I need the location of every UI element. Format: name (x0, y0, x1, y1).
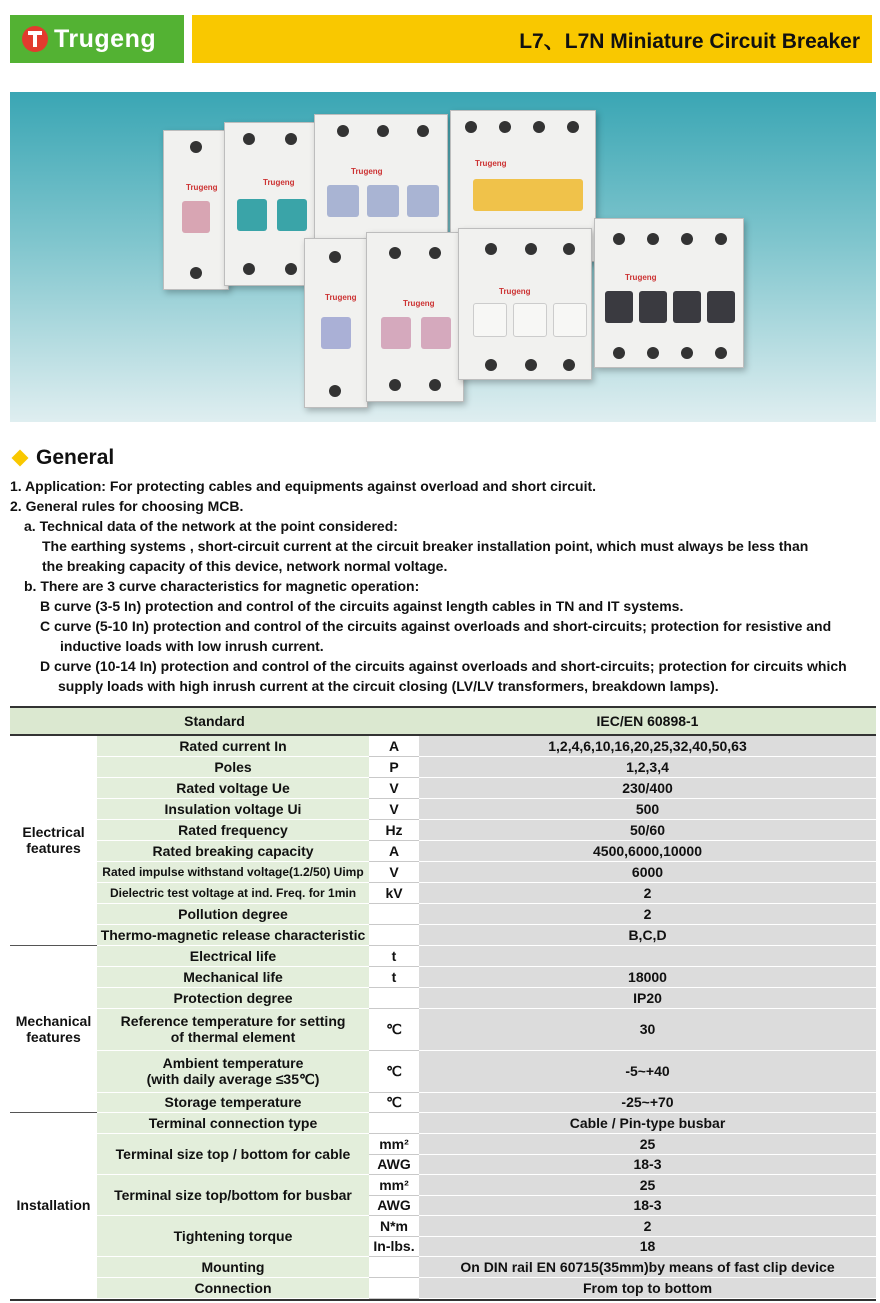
value-cell: From top to bottom (419, 1277, 876, 1298)
general-line-9: inductive loads with low inrush current. (60, 638, 324, 654)
brand-logo (10, 15, 184, 63)
table-row (10, 1008, 876, 1050)
param-cell: Poles (97, 756, 369, 777)
table-header-row (10, 707, 876, 735)
table-row (10, 1112, 876, 1133)
unit-cell: ℃ (369, 1092, 419, 1112)
unit-cell (369, 903, 419, 924)
unit-cell: In-lbs. (369, 1236, 419, 1256)
unit-cell: Hz (369, 819, 419, 840)
value-cell: 1,2,4,6,10,16,20,25,32,40,50,63 (419, 735, 876, 756)
value-cell: -5~+40 (419, 1050, 876, 1092)
param-cell: Protection degree (97, 987, 369, 1008)
standard-label: Standard (10, 707, 419, 735)
trugeng-logo-icon (22, 26, 48, 52)
param-cell: Pollution degree (97, 903, 369, 924)
device-brand-label: Trugeng (475, 159, 507, 168)
mcb-1p-pink (163, 130, 229, 290)
table-row (10, 966, 876, 987)
brand-name: Trugeng (54, 24, 157, 53)
value-cell: 30 (419, 1008, 876, 1050)
unit-cell: V (369, 777, 419, 798)
unit-cell: kV (369, 882, 419, 903)
unit-cell: AWG (369, 1195, 419, 1215)
param-cell: Ambient temperature (with daily average ≤35℃) (97, 1050, 369, 1092)
param-cell: Rated frequency (97, 819, 369, 840)
table-row (10, 840, 876, 861)
value-cell: 18000 (419, 966, 876, 987)
value-cell: 2 (419, 903, 876, 924)
mcb-2p-rose (366, 232, 464, 402)
spec-table (10, 706, 876, 1299)
param-cell: Rated impulse withstand voltage(1.2/50) Uimp (97, 861, 369, 882)
diamond-bullet-icon (12, 450, 29, 467)
table-row (10, 777, 876, 798)
param-cell: Mounting (97, 1256, 369, 1277)
general-line-11: supply loads with high inrush current at the circuit closing (LV/LV transformers, breakdown lamps). (58, 678, 719, 694)
unit-cell: V (369, 861, 419, 882)
general-line-10: D curve (10-14 In) protection and control of the circuits against overloads and short-circuits; protection for circuits which (40, 658, 847, 674)
table-row (10, 756, 876, 777)
value-cell: -25~+70 (419, 1092, 876, 1112)
table-row (10, 819, 876, 840)
table-row (10, 1277, 876, 1298)
unit-cell (369, 1112, 419, 1133)
param-cell: Terminal connection type (97, 1112, 369, 1133)
param-cell: Terminal size top / bottom for cable (97, 1133, 369, 1174)
device-brand-label: Trugeng (325, 293, 357, 302)
group-electrical: Electrical features (10, 735, 97, 945)
value-cell: 230/400 (419, 777, 876, 798)
general-line-4: The earthing systems , short-circuit current at the circuit breaker installation point, which must always be less than (42, 538, 809, 554)
table-row (10, 945, 876, 966)
param-cell: Rated voltage Ue (97, 777, 369, 798)
value-cell: 18-3 (419, 1195, 876, 1215)
value-cell (419, 945, 876, 966)
param-cell: Terminal size top/bottom for busbar (97, 1174, 369, 1215)
general-line-1: 1. Application: For protecting cables and equipments against overload and short circuit. (10, 478, 597, 494)
param-cell: Electrical life (97, 945, 369, 966)
param-cell: Reference temperature for setting of thermal element (97, 1008, 369, 1050)
unit-cell (369, 1277, 419, 1298)
unit-cell (369, 987, 419, 1008)
general-line-3: a. Technical data of the network at the point considered: (24, 518, 398, 534)
general-line-5: the breaking capacity of this device, network normal voltage. (42, 558, 448, 574)
general-heading-text: General (36, 446, 115, 469)
value-cell: 6000 (419, 861, 876, 882)
device-brand-label: Trugeng (263, 178, 295, 187)
product-photo (10, 92, 876, 422)
table-bottom-rule (10, 1299, 876, 1301)
unit-cell (369, 1256, 419, 1277)
unit-cell: mm² (369, 1133, 419, 1154)
param-cell: Insulation voltage Ui (97, 798, 369, 819)
param-cell: Thermo-magnetic release characteristic (97, 924, 369, 945)
param-cell: Rated breaking capacity (97, 840, 369, 861)
unit-cell: ℃ (369, 1050, 419, 1092)
value-cell: IP20 (419, 987, 876, 1008)
group-mechanical: Mechanical features (10, 945, 97, 1112)
general-line-7: B curve (3-5 In) protection and control of the circuits against length cables in TN and IT systems. (40, 598, 684, 614)
table-row (10, 735, 876, 756)
value-cell: 2 (419, 1215, 876, 1236)
device-brand-label: Trugeng (499, 287, 531, 296)
value-cell: B,C,D (419, 924, 876, 945)
mcb-4p-black (594, 218, 744, 368)
value-cell: 25 (419, 1174, 876, 1195)
table-row (10, 1050, 876, 1092)
unit-cell: t (369, 945, 419, 966)
device-brand-label: Trugeng (351, 167, 383, 176)
value-cell: 2 (419, 882, 876, 903)
table-row (10, 924, 876, 945)
value-cell: On DIN rail EN 60715(35mm)by means of fast clip device (419, 1256, 876, 1277)
table-row (10, 1174, 876, 1195)
value-cell: 500 (419, 798, 876, 819)
param-cell: Tightening torque (97, 1215, 369, 1256)
table-row (10, 882, 876, 903)
unit-cell: t (369, 966, 419, 987)
table-row (10, 798, 876, 819)
unit-cell (369, 924, 419, 945)
mcb-1p-lavender (304, 238, 368, 408)
unit-cell: A (369, 735, 419, 756)
unit-cell: V (369, 798, 419, 819)
general-line-8: C curve (5-10 In) protection and control of the circuits against overloads and short-circuits; protection for resistive and (40, 618, 832, 634)
param-cell: Storage temperature (97, 1092, 369, 1112)
value-cell: 18-3 (419, 1154, 876, 1174)
value-cell: 18 (419, 1236, 876, 1256)
general-line-6: b. There are 3 curve characteristics for magnetic operation: (24, 578, 420, 594)
param-cell: Dielectric test voltage at ind. Freq. for 1min (97, 882, 369, 903)
table-row (10, 1092, 876, 1112)
general-heading (10, 446, 114, 470)
table-row (10, 987, 876, 1008)
value-cell: 25 (419, 1133, 876, 1154)
unit-cell: AWG (369, 1154, 419, 1174)
table-row (10, 861, 876, 882)
value-cell: Cable / Pin-type busbar (419, 1112, 876, 1133)
title-bar (192, 15, 872, 63)
general-line-2: 2. General rules for choosing MCB. (10, 498, 244, 514)
unit-cell: ℃ (369, 1008, 419, 1050)
unit-cell: mm² (369, 1174, 419, 1195)
unit-cell: P (369, 756, 419, 777)
standard-value: IEC/EN 60898-1 (419, 707, 876, 735)
table-row (10, 1133, 876, 1154)
device-brand-label: Trugeng (625, 273, 657, 282)
value-cell: 1,2,3,4 (419, 756, 876, 777)
table-row (10, 1215, 876, 1236)
param-cell: Connection (97, 1277, 369, 1298)
param-cell: Rated current In (97, 735, 369, 756)
unit-cell: N*m (369, 1215, 419, 1236)
param-cell: Mechanical life (97, 966, 369, 987)
device-brand-label: Trugeng (403, 299, 435, 308)
page-title: L7、L7N Miniature Circuit Breaker (519, 30, 860, 53)
mcb-3p-white (458, 228, 592, 380)
table-row (10, 903, 876, 924)
group-installation: Installation (10, 1112, 97, 1298)
value-cell: 50/60 (419, 819, 876, 840)
table-row (10, 1256, 876, 1277)
device-brand-label: Trugeng (186, 183, 218, 192)
unit-cell: A (369, 840, 419, 861)
value-cell: 4500,6000,10000 (419, 840, 876, 861)
